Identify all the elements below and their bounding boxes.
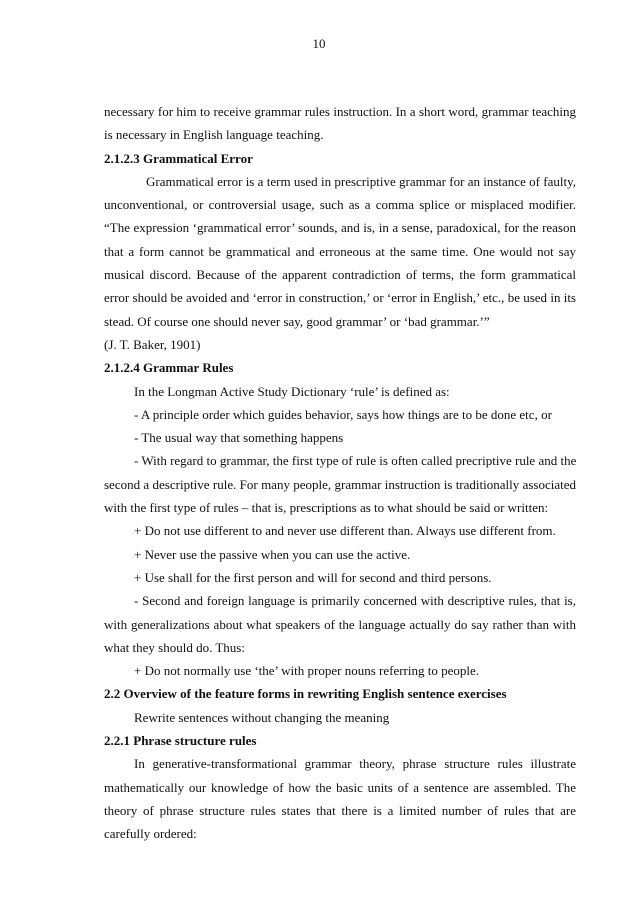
text-line: what they should do. Thus:	[104, 639, 245, 655]
text-line: + Do not normally use ‘the’ with proper nouns referring to people.	[134, 663, 480, 679]
text-line: “The expression ‘grammatical error’ sounds, and is, in a sense, paradoxical, for the reason	[104, 220, 576, 236]
section-heading: 2.2.1 Phrase structure rules	[104, 733, 257, 749]
text-line: is necessary in English language teaching.	[104, 127, 324, 143]
text-line: mathematically our knowledge of how the basic units of a sentence are assembled. The	[104, 779, 576, 795]
text-line: + Do not use different to and never use different than. Always use different from.	[134, 523, 556, 539]
text-line: (J. T. Baker, 1901)	[104, 336, 201, 352]
section-heading: 2.1.2.3 Grammatical Error	[104, 150, 253, 166]
section-heading: 2.1.2.4 Grammar Rules	[104, 360, 234, 376]
text-line: - With regard to grammar, the first type of rule is often called precriptive rule and the	[134, 453, 577, 469]
text-line: + Never use the passive when you can use the active.	[134, 546, 411, 562]
text-line: musical discord. Because of the apparent contradiction of terms, the form grammatical	[104, 267, 576, 283]
text-line: - Second and foreign language is primarily concerned with descriptive rules, that is,	[134, 593, 576, 609]
text-line: with generalizations about what speakers of the language actually do say rather than with	[104, 616, 576, 632]
page-number: 10	[312, 36, 326, 51]
text-line: stead. Of course one should never say, good grammar’ or ‘bad grammar.’”	[104, 313, 490, 329]
text-line: + Use shall for the first person and will for second and third persons.	[134, 569, 492, 585]
text-line: second a descriptive rule. For many people, grammar instruction is traditionally associated	[104, 476, 576, 492]
text-line: error should be avoided and ‘error in construction,’ or ‘error in English,’ etc., be used in its	[104, 290, 576, 306]
text-line: In generative-transformational grammar theory, phrase structure rules illustrate	[134, 756, 576, 772]
text-line: - A principle order which guides behavior, says how things are to be done etc, or	[134, 406, 552, 422]
text-line: Grammatical error is a term used in prescriptive grammar for an instance of faulty,	[146, 173, 576, 189]
text-line: with the first type of rules – that is, prescriptions as to what should be said or written:	[104, 500, 549, 516]
text-line: theory of phrase structure rules states that there is a limited number of rules that are	[104, 802, 576, 818]
text-line: In the Longman Active Study Dictionary ‘rule’ is defined as:	[134, 383, 450, 399]
text-line: Rewrite sentences without changing the meaning	[134, 709, 390, 725]
text-line: carefully ordered:	[104, 826, 197, 842]
text-line: unconventional, or controversial usage, such as a comma splice or misplaced modifier.	[104, 197, 576, 213]
section-heading: 2.2 Overview of the feature forms in rewriting English sentence exercises	[104, 686, 507, 702]
text-line: that a form cannot be grammatical and erroneous at the same time. One would not say	[104, 243, 576, 259]
text-line: necessary for him to receive grammar rules instruction. In a short word, grammar teaching	[104, 104, 576, 119]
document-body	[104, 100, 576, 846]
text-line: - The usual way that something happens	[134, 430, 344, 446]
